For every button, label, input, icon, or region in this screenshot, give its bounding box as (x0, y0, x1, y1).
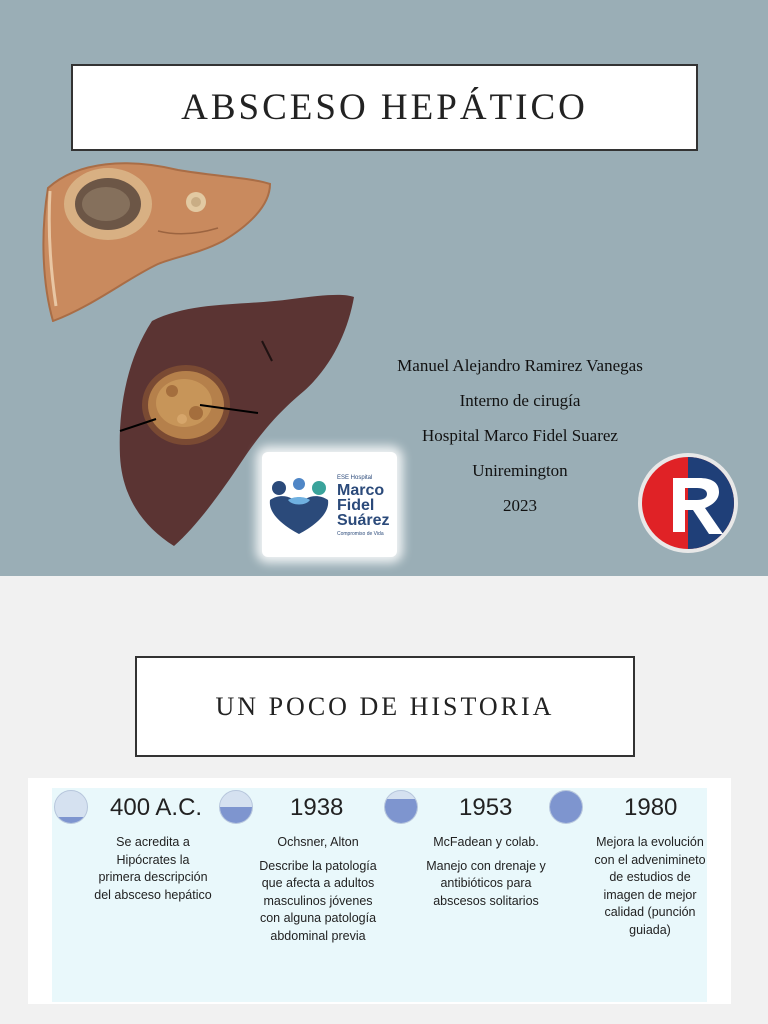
author-year: 2023 (503, 496, 537, 515)
timeline-year: 1980 (624, 794, 678, 821)
hospital-logo (262, 452, 397, 557)
hospital-logo-name-1: Marco (337, 482, 385, 499)
uniremington-logo (637, 452, 739, 554)
history-title: UN POCO DE HISTORIA (135, 656, 635, 757)
author-university: Uniremington (472, 461, 568, 480)
timeline-bullet-icon (384, 790, 418, 824)
timeline-bullet-icon (219, 790, 253, 824)
timeline-year: 1953 (459, 794, 513, 821)
timeline-description: Mejora la evolución con el advenimineto de estudios de imagen de mejor calidad (punción guiada) (594, 835, 706, 937)
timeline-description: McFadean y colab. Manejo con drenaje y antibióticos para abscesos solitarios (426, 835, 546, 908)
timeline-bullet-icon (549, 790, 583, 824)
hospital-logo-top-label: ESE Hospital (337, 475, 373, 481)
history-timeline (28, 778, 731, 1004)
timeline-bullet-icon (54, 790, 88, 824)
timeline-description: Ochsner, Alton Describe la patología que afecta a adultos masculinos jóvenes con alguna patología abdominal previa (259, 835, 377, 943)
author-block (370, 348, 670, 523)
cover-title: ABSCESO HEPÁTICO (71, 64, 698, 151)
timeline-year: 1938 (290, 794, 344, 821)
timeline-description: Se acredita a Hipócrates la primera descripción del absceso hepático (94, 835, 212, 902)
hospital-logo-tagline: Compromiso de Vida (337, 531, 384, 537)
slide-history (0, 576, 768, 1024)
author-role: Interno de cirugía (459, 391, 581, 410)
hospital-heart-icon (264, 478, 334, 536)
timeline-year: 400 A.C. (110, 794, 203, 821)
author-hospital: Hospital Marco Fidel Suarez (422, 426, 618, 445)
hospital-logo-name-2: Fidel (337, 497, 375, 514)
author-name: Manuel Alejandro Ramirez Vanegas (397, 356, 643, 375)
hospital-logo-name-3: Suárez (337, 512, 390, 529)
